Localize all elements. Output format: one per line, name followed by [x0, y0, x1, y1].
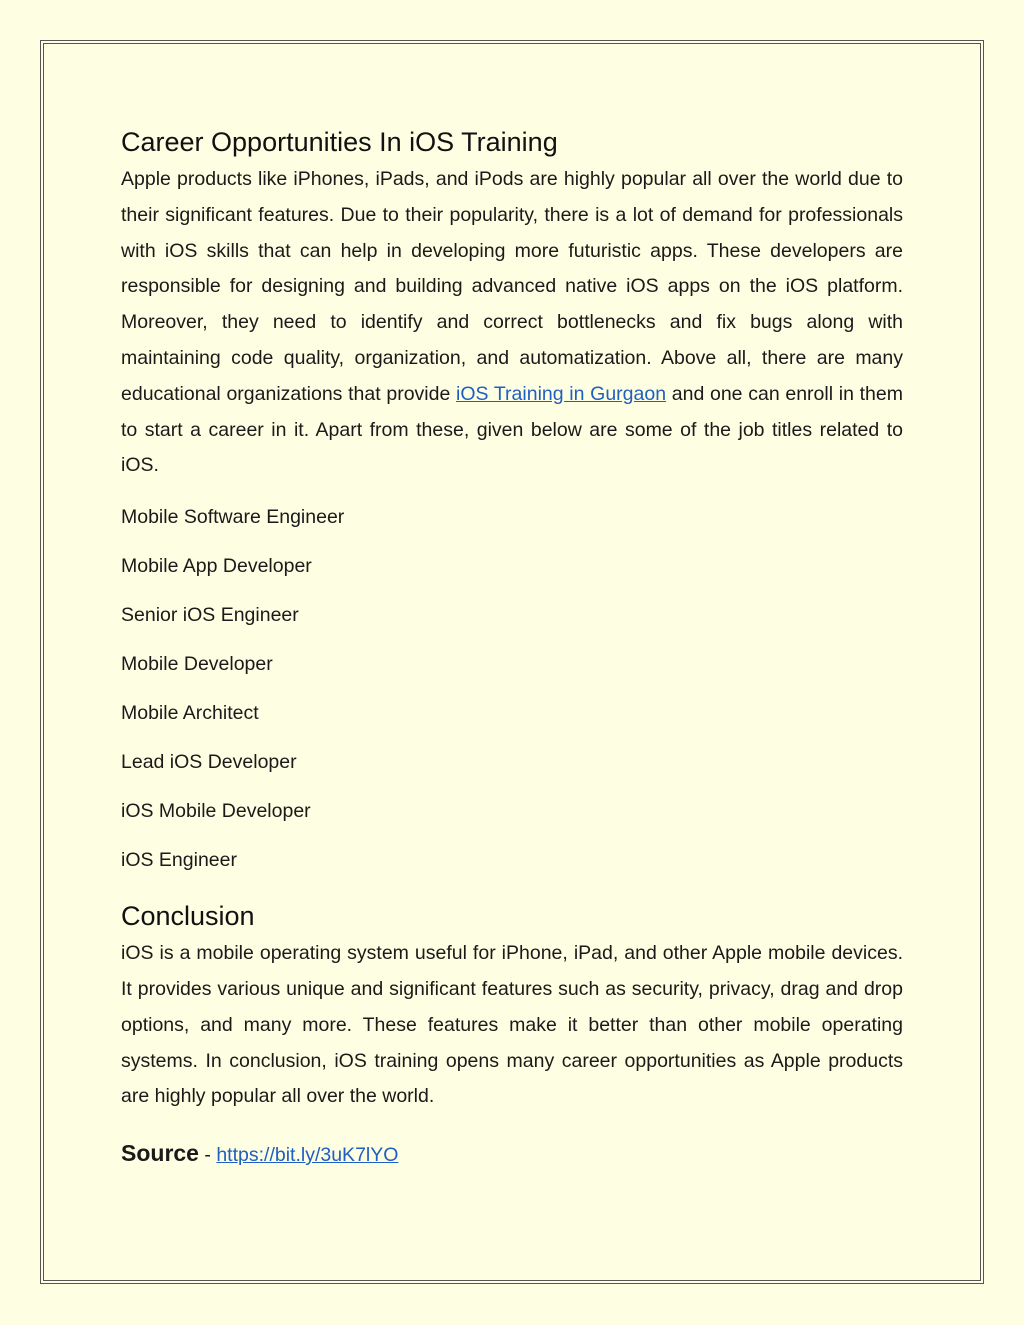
conclusion-paragraph: iOS is a mobile operating system useful for iPhone, iPad, and other Apple mobile devices. It provides various unique and significant features such as security, privacy, drag and drop options, and many more. These features make it better than other mobile operating systems. In conclusion, iOS training opens many career opportunities as Apple products are highly popular all over the world. — [121, 942, 903, 1108]
list-item: Mobile Developer — [121, 653, 273, 676]
ios-training-link[interactable]: iOS Training in Gurgaon — [456, 382, 667, 405]
list-item: Lead iOS Developer — [121, 751, 297, 774]
intro-text-after-link: and one can enroll in them to start a career in it. Apart from these, given below are some of the job titles related to iOS. — [121, 382, 903, 477]
source-line — [121, 1133, 903, 1175]
list-item: Mobile App Developer — [121, 555, 312, 578]
list-item: Senior iOS Engineer — [121, 604, 299, 627]
list-item: Mobile Software Engineer — [121, 506, 345, 529]
conclusion-heading: Conclusion — [121, 901, 255, 932]
list-item: iOS Mobile Developer — [121, 800, 311, 823]
page-title: Career Opportunities In iOS Training — [121, 127, 558, 157]
source-link[interactable]: https://bit.ly/3uK7lYO — [216, 1144, 399, 1167]
list-item: iOS Engineer — [121, 849, 237, 872]
job-titles-list — [121, 504, 903, 874]
source-separator: - — [198, 1144, 217, 1167]
intro-text-before-link: Apple products like iPhones, iPads, and iPods are highly popular all over the world due to their significant features. Due to their popularity, there is a lot of demand for professionals with iOS skills that can help in developing more futuristic apps. These developers are responsible for designing and building advanced native iOS apps on the iOS platform. Moreover, they need to identify and correct bottlenecks and fix bugs along with maintaining code quality, organization, and automatization. Above all, there are many educational organizations that provide — [121, 168, 903, 405]
document-content — [121, 122, 903, 1175]
list-item: Mobile Architect — [121, 702, 259, 725]
intro-paragraph — [121, 162, 903, 484]
source-label: Source — [121, 1140, 199, 1167]
